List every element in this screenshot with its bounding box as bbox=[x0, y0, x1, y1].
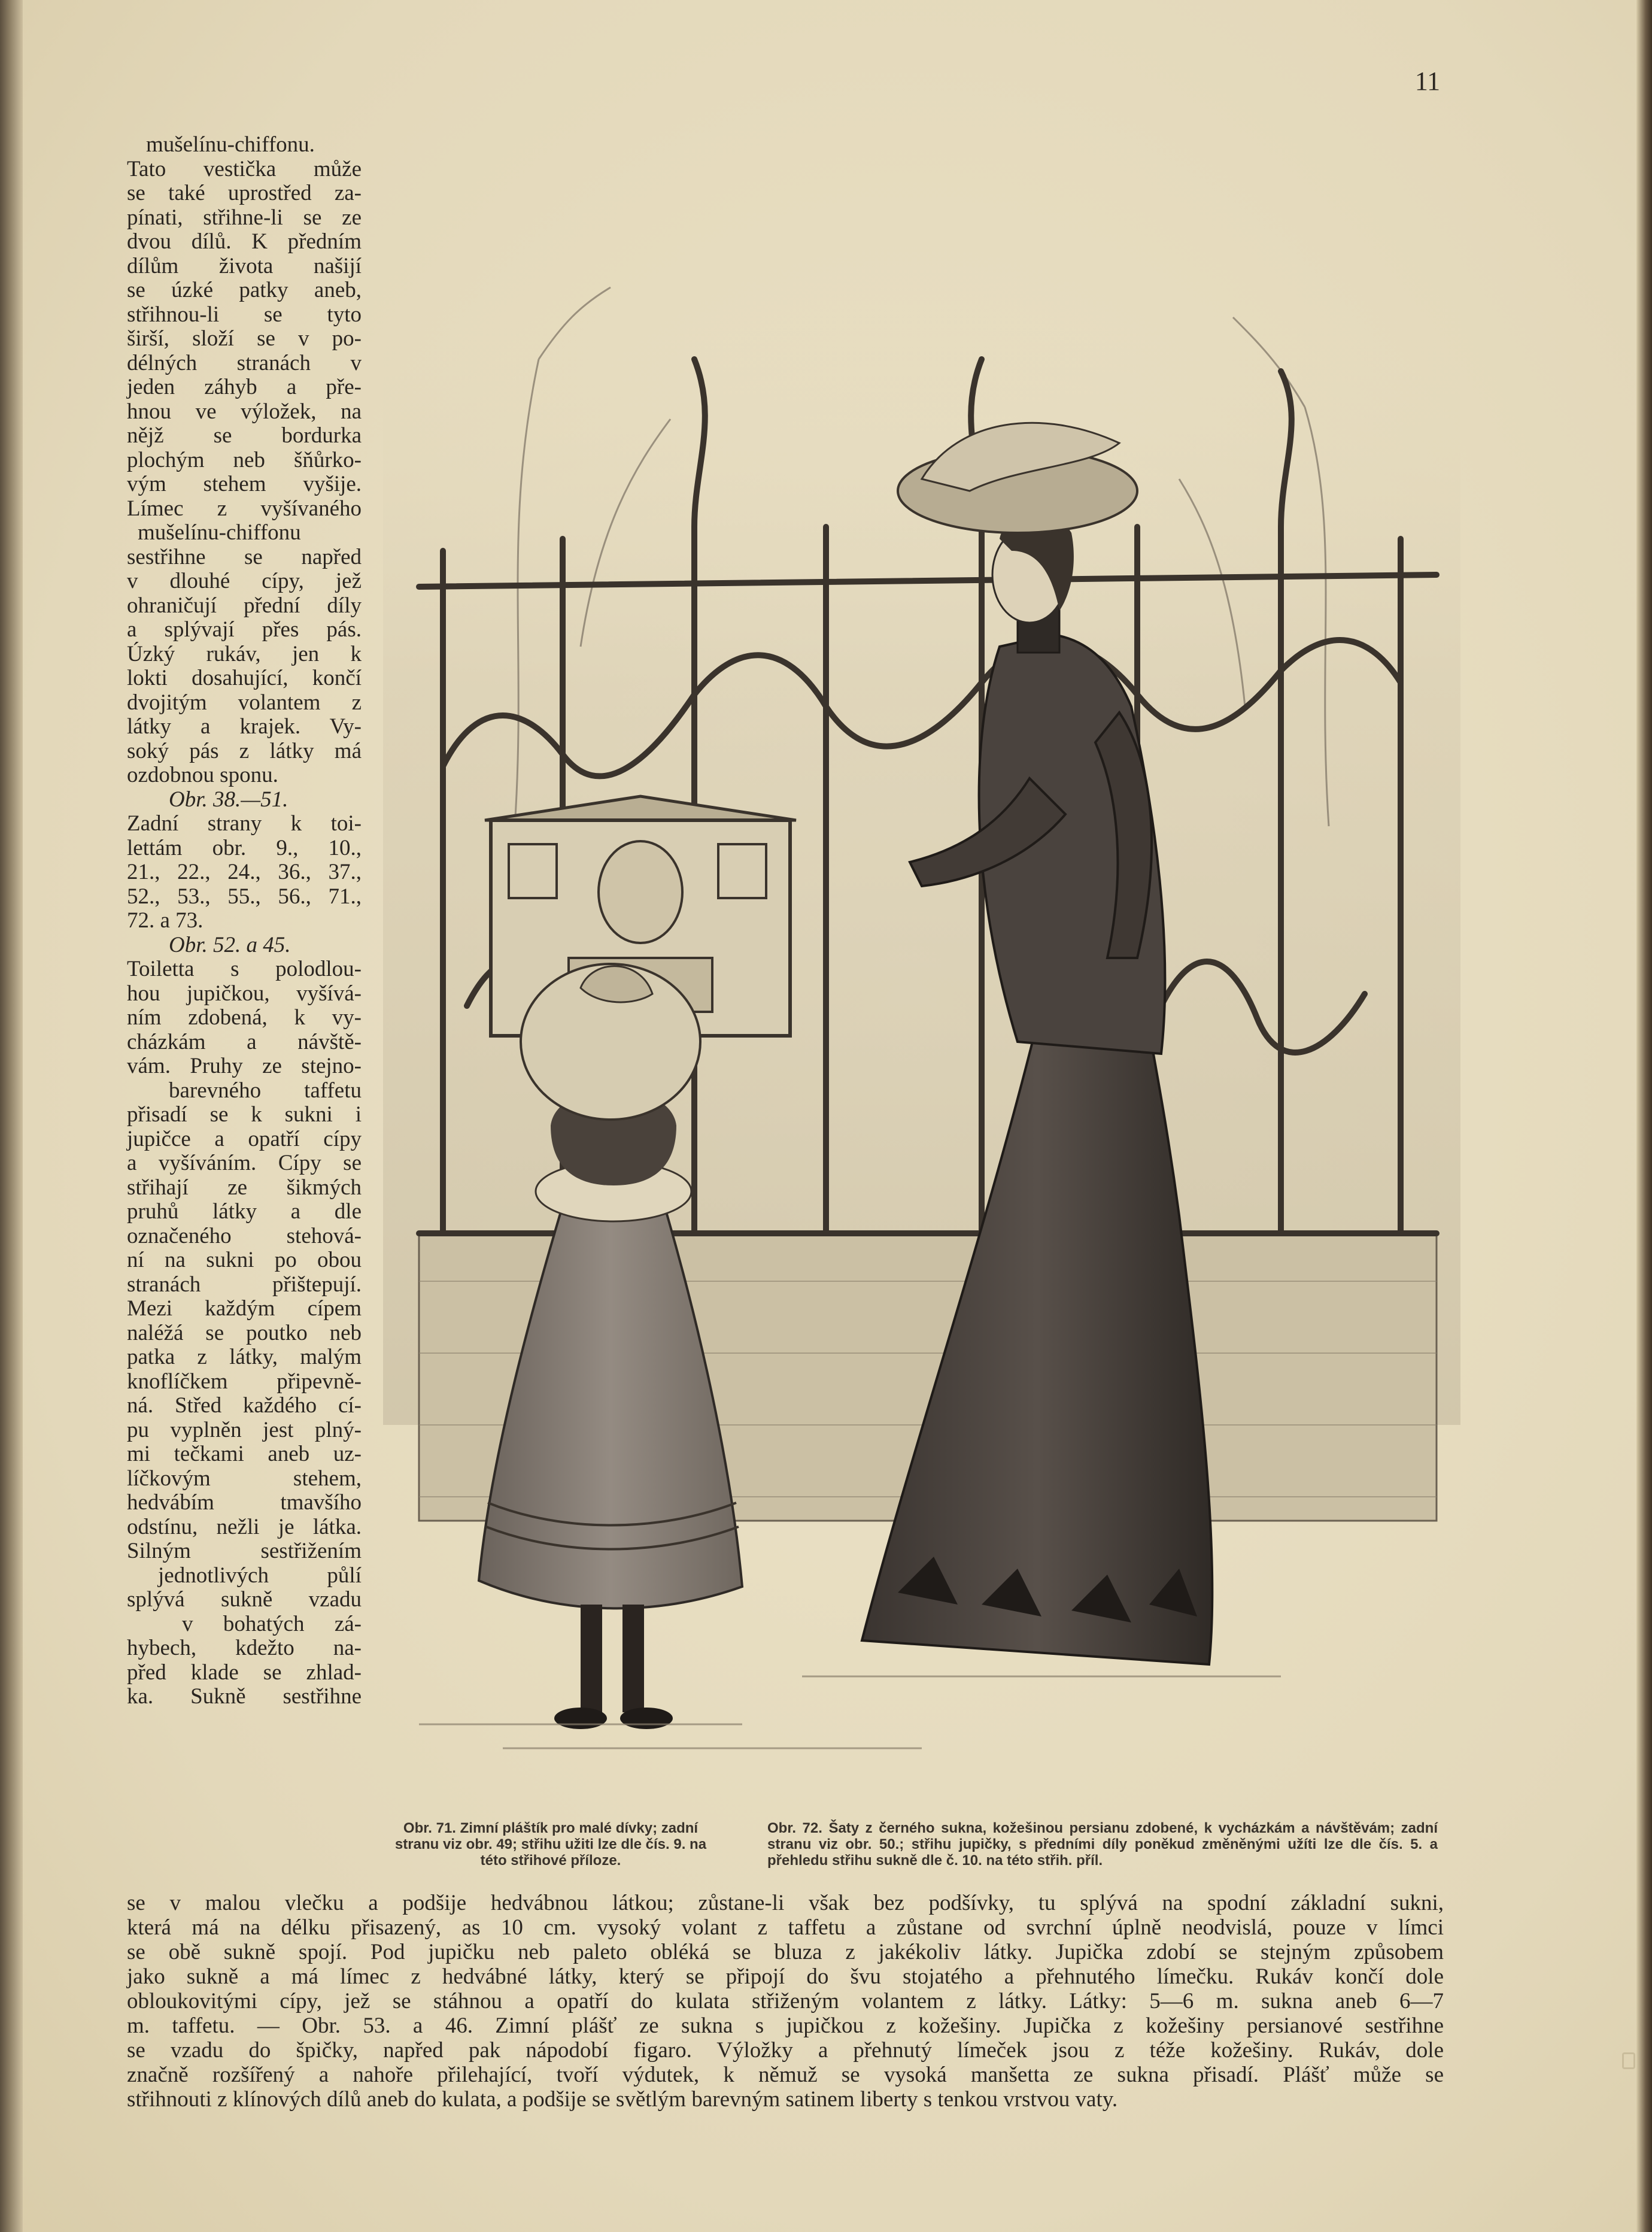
text-line: hnou ve výložek, na bbox=[127, 399, 362, 424]
text-line: hedvábím tmavšího bbox=[127, 1490, 362, 1515]
text-line: a vyšíváním. Cípy se bbox=[127, 1151, 362, 1175]
text-line: líčkovým stehem, bbox=[127, 1466, 362, 1491]
child-shoe bbox=[620, 1708, 673, 1729]
text-line: širší, složí se v po- bbox=[127, 326, 362, 351]
text-line: se v malou vlečku a podšije hedvábnou látkou; zůstane-li však bez podšívky, tu splývá na spodní základní sukni, bbox=[127, 1891, 1444, 1915]
book-spine-shadow bbox=[0, 0, 23, 2232]
child-leg bbox=[581, 1605, 602, 1712]
text-line: nějž se bordurka bbox=[127, 423, 362, 448]
text-line: pruhů látky a dle bbox=[127, 1199, 362, 1224]
text-line: se vzadu do špičky, napřed pak nápodobí figaro. Výložky a přehnutý límeček jsou z téže kožešiny. Rukáv, dole bbox=[127, 2038, 1444, 2063]
text-line: která má na délku přisazený, as 10 cm. vysoký volant z taffetu a zůstane od svrchní úplně neodvislá, pouze v límci bbox=[127, 1915, 1444, 1940]
text-line: cházkám a návště- bbox=[127, 1029, 362, 1054]
figure-71-caption: Obr. 71. Zimní pláštík pro malé dívky; zadní stranu viz obr. 49; střihu užiti lze dle čís. 9. na této střihové příloze. bbox=[394, 1820, 707, 1869]
text-line: 21., 22., 24., 36., 37., bbox=[127, 860, 362, 884]
text-line: a splývají přes pás. bbox=[127, 617, 362, 642]
text-line: se obě sukně spojí. Pod jupičku neb paleto obléká se bluza z jakékoliv látky. Jupička zdobí se stejným způsobem bbox=[127, 1940, 1444, 1964]
text-line: 52., 53., 55., 56., 71., bbox=[127, 884, 362, 909]
text-line: ohraničují přední díly bbox=[127, 593, 362, 618]
text-line: Silným sestřižením bbox=[127, 1539, 362, 1563]
text-line: knoflíčkem připevně- bbox=[127, 1369, 362, 1394]
text-line: ní na sukni po obou bbox=[127, 1248, 362, 1272]
text-line: přisadí se k sukni i bbox=[127, 1102, 362, 1127]
text-line: jako sukně a má límec z hedvábné látky, který se připojí do švu stojatého a přehnutého límečku. Rukáv končí dole bbox=[127, 1964, 1444, 1989]
text-line: vým stehem vyšije. bbox=[127, 472, 362, 496]
text-line: lokti dosahující, končí bbox=[127, 666, 362, 690]
ground-hatching bbox=[419, 1676, 1281, 1748]
text-line: mušelínu-chiffonu bbox=[138, 520, 301, 545]
bottom-text-block bbox=[127, 1891, 1444, 2112]
text-line: sestřihne se napřed bbox=[127, 544, 362, 569]
text-line: pínati, střihne-li se ze bbox=[127, 205, 362, 230]
text-line: značně rozšířený a nahoře přilehající, tvoří výdutek, k němuž se vysoká manšetta ze sukna přisadí. Plášť může se bbox=[127, 2063, 1444, 2087]
text-line: dvou dílů. K předním bbox=[127, 229, 362, 254]
page-edge-shadow bbox=[1636, 0, 1652, 2232]
text-line: Tato vestička může bbox=[127, 156, 362, 181]
child-leg bbox=[622, 1605, 644, 1712]
text-line: obloukovitými cípy, jež se stáhnou a opatří do kulata střiženým volantem z látky. Látky: 5—6 m. sukna aneb 6—7 bbox=[127, 1989, 1444, 2013]
page-number: 11 bbox=[1414, 66, 1441, 96]
text-line: Úzký rukáv, jen k bbox=[127, 641, 362, 666]
text-line: Toiletta s polodlou- bbox=[127, 957, 362, 981]
text-line: soký pás z látky má bbox=[127, 738, 362, 763]
figure-72-caption: Obr. 72. Šaty z černého sukna, kožešinou persianu zdobené, k vycházkám a návštěvám; zadní stranu viz obr. 50.; střihu jupičky, s předními díly poněkud změněnými užíti lze dle čís. 5. a přehledu střihu sukně dle č. 10. na této střih. příl. bbox=[767, 1820, 1438, 1869]
text-line: vám. Pruhy ze stejno- bbox=[127, 1054, 362, 1078]
text-line: střihnou-li se tyto bbox=[127, 302, 362, 327]
text-line: v bohatých zá- bbox=[182, 1611, 362, 1636]
text-line: ozdobnou sponu. bbox=[127, 763, 278, 787]
text-line: délných stranách v bbox=[127, 350, 362, 375]
text-line: mušelínu-chiffonu. bbox=[146, 132, 315, 157]
text-line: hybech, kdežto na- bbox=[127, 1636, 362, 1660]
text-line: před klade se zhlad- bbox=[127, 1660, 362, 1685]
text-line: jupičce a opatří cípy bbox=[127, 1126, 362, 1151]
text-line: dílům života našijí bbox=[127, 253, 362, 278]
text-line: patka z látky, malým bbox=[127, 1345, 362, 1369]
text-line: jednotlivých půlí bbox=[158, 1563, 362, 1588]
text-line: ním zdobená, k vy- bbox=[127, 1005, 362, 1030]
text-line: střihnouti z klínových dílů aneb do kulata, a podšije se světlým barevným satinem liberty s tenkou vrstvou vaty. bbox=[127, 2087, 1118, 2112]
text-line: Mezi každým cípem bbox=[127, 1296, 362, 1321]
text-line: jeden záhyb a pře- bbox=[127, 375, 362, 399]
left-text-column bbox=[127, 133, 362, 1709]
figure-reference-label: Obr. 52. a 45. bbox=[169, 932, 291, 957]
text-line: ka. Sukně sestřihne bbox=[127, 1684, 362, 1709]
text-line: střihají ze šikmých bbox=[127, 1175, 362, 1200]
text-line: splývá sukně vzadu bbox=[127, 1587, 362, 1612]
page-edge-mark bbox=[1622, 2052, 1635, 2069]
text-line: v dlouhé cípy, jež bbox=[127, 569, 362, 593]
text-line: ná. Střed každého cí- bbox=[127, 1393, 362, 1418]
text-line: Límec z vyšívaného bbox=[127, 496, 362, 521]
text-line: plochým neb šňůrko- bbox=[127, 447, 362, 472]
text-line: označeného stehová- bbox=[127, 1223, 362, 1248]
text-line: lettám obr. 9., 10., bbox=[127, 835, 362, 860]
text-line: mi tečkami aneb uz- bbox=[127, 1442, 362, 1466]
text-line: barevného taffetu bbox=[169, 1078, 362, 1103]
text-line: pu vyplněn jest plný- bbox=[127, 1417, 362, 1442]
fashion-illustration bbox=[383, 108, 1460, 1784]
text-line: stranách přištepují. bbox=[127, 1272, 362, 1297]
text-line: dvojitým volantem z bbox=[127, 690, 362, 715]
text-line: 72. a 73. bbox=[127, 908, 204, 933]
text-line: se úzké patky aneb, bbox=[127, 278, 362, 302]
text-line: se také uprostřed za- bbox=[127, 181, 362, 205]
figure-reference-label: Obr. 38.—51. bbox=[169, 787, 289, 812]
text-line: hou jupičkou, vyšívá- bbox=[127, 981, 362, 1006]
text-line: látky a krajek. Vy- bbox=[127, 714, 362, 739]
text-line: Zadní strany k toi- bbox=[127, 811, 362, 836]
text-line: naléžá se poutko neb bbox=[127, 1320, 362, 1345]
text-line: m. taffetu. — Obr. 53. a 46. Zimní plášť ze sukna s jupičkou z kožešiny. Jupička z kožešiny persianové sestřihne bbox=[127, 2013, 1444, 2038]
text-line: odstínu, nežli je látka. bbox=[127, 1514, 362, 1539]
child-shoe bbox=[554, 1708, 607, 1729]
